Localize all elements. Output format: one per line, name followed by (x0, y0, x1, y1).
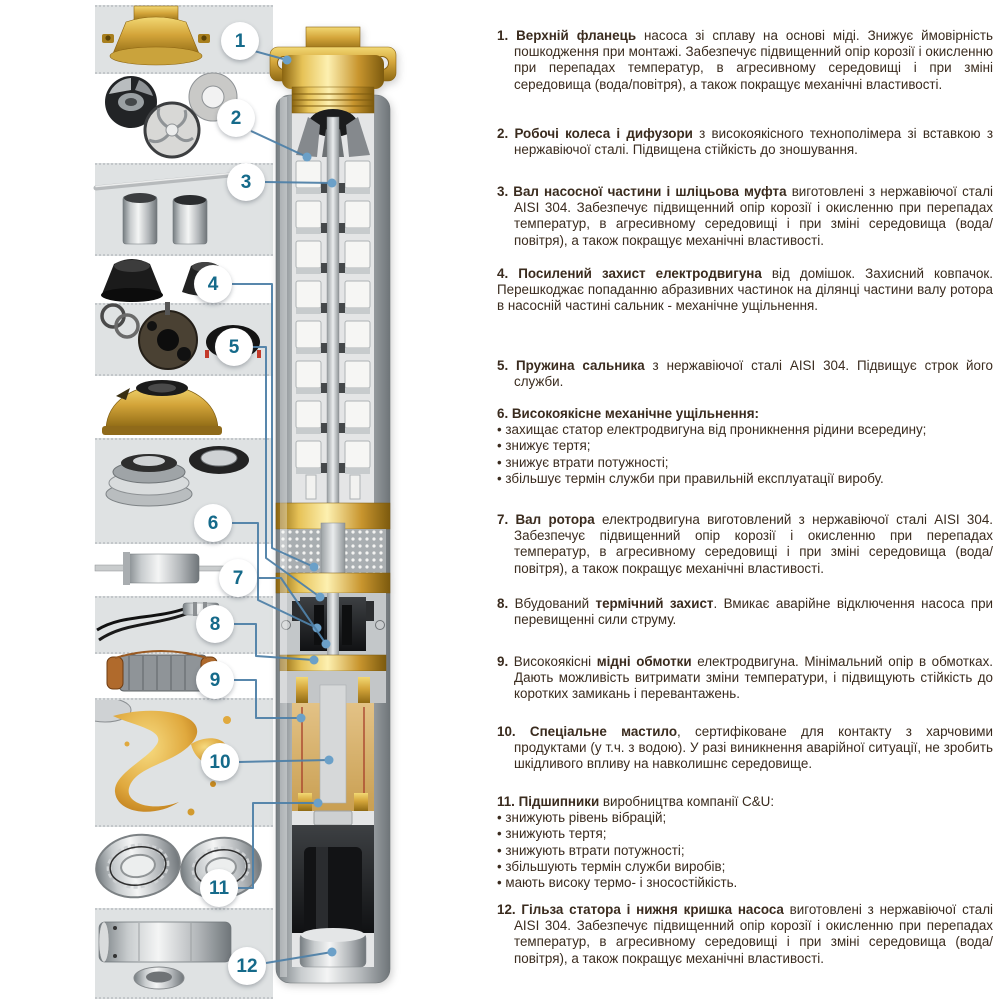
description-item-8: 8. Вбудований термічний захист. Вмикає аварійне відключення насоса при перевищенні сили струму. (497, 596, 994, 628)
bullet-line: • захищає статор електродвигуна від проникнення рідини всередину; (497, 422, 927, 438)
bullet-line: • знижує тертя; (497, 438, 591, 454)
description-item-3: 3. Вал насосної частини і шліцьова муфта виготовлені з нержавіючої сталі AISI 304. Забезпечує підвищенний опір корозії і окисленню при перепадах температур, в агресивному середовищі і при зміні середовища (вода/повітря), а також покращує механічні властивості. (497, 184, 993, 248)
callout-number: 3 (240, 171, 252, 193)
item-number: 11. (497, 794, 519, 809)
bullet-line: • знижує втрати потужності; (497, 454, 669, 470)
bullet-line: • знижують рівень вібрацій; (497, 810, 667, 826)
part-photo-top-flange (100, 4, 212, 68)
callout-8 (196, 605, 234, 643)
item-number: 7. (497, 512, 516, 527)
callout-4 (194, 265, 232, 303)
callout-11 (200, 869, 238, 907)
callout-number: 11 (208, 877, 230, 899)
bullet-line: • збільшують термін служби виробів; (497, 858, 726, 874)
descriptions (497, 0, 994, 1000)
item-number: 2. (497, 126, 515, 141)
part-photo-rotor-shaft (93, 546, 233, 592)
description-item-12: 12. Гільза статора і нижня кришка насоса виготовлені з нержавіючої сталі AISI 304. Забезпечує підвищенний опір корозії і окисленню при перепадах температур, в агресивному середовищі і при зміні середовища (вода/повітря), а також покращує механічні властивості. (497, 902, 993, 966)
item-number: 10. (497, 724, 530, 739)
item-number: 5. (497, 358, 517, 373)
bullet-line: • знижують тертя; (497, 826, 607, 842)
description-item-1: 1. Верхній фланець насоса зі сплаву на основі міді. Знижує ймовірність пошкодження при монтажі. Забезпечує підвищенний опір корозії і окисленню при перепадах температур, в агресивному середовищі і при зміні середовища (вода/повітря), а також покращує механічні властивості. (497, 28, 993, 92)
part-photo-stator-sleeve (95, 908, 258, 992)
description-item-5: 5. Пружина сальника з нержавіючої сталі AISI 304. Підвищує строк його служби. (497, 358, 993, 390)
callout-number: 1 (234, 30, 246, 52)
bullet-line: • мають високу термо- і зносостійкість. (497, 875, 738, 891)
callout-2 (217, 99, 255, 137)
callout-number: 2 (230, 107, 242, 129)
item-number: 9. (497, 654, 514, 669)
description-item-4: 4. Посилений захист електродвигуна від домішок. Захисний ковпачок. Перешкоджає попаданню абразивних частинок на ділянці частини валу ротора в насосній частині сальник - механічне ущільнення. (497, 266, 993, 314)
item-number: 3. (497, 184, 514, 199)
callout-10 (201, 743, 239, 781)
callout-6 (194, 504, 232, 542)
pump-cutaway (266, 25, 400, 993)
callout-1 (221, 22, 259, 60)
bullet-line: • збільшує термін служби при правильній експлуатації виробу. (497, 470, 884, 486)
callout-number: 9 (209, 669, 221, 691)
part-photo-brass-housing (96, 374, 228, 438)
callout-number: 4 (207, 273, 219, 295)
description-item-9: 9. Високоякісні мідні обмотки електродвигуна. Мінімальний опір в обмотках. Дають можливість витримати зміни температури, і підвищують стійкість до коротких замикань і перевантажень. (497, 654, 994, 702)
callout-number: 12 (236, 955, 258, 977)
callout-3 (227, 163, 265, 201)
callout-number: 7 (232, 567, 244, 589)
callout-number: 6 (207, 512, 219, 534)
part-photo-mechanical-seal (93, 436, 265, 510)
callout-number: 5 (228, 336, 240, 358)
bullet-line: • знижують втрати потужності; (497, 842, 685, 858)
description-item-11: 11. Підшипники виробництва компанії C&U: • знижують рівень вібрацій; • знижують тертя; • знижують втрати потужності; • збільшують термін служби виробів; • мають високу термо- і зносостійкість. (497, 794, 993, 891)
item-number: 8. (497, 596, 515, 611)
description-item-6: 6. Високоякісне механічне ущільнення: • захищає статор електродвигуна від проникнення рідини всередину; • знижує тертя; • знижує втрати потужності; • збільшує термін служби при правильній експлуатації виробу. (497, 406, 993, 487)
description-item-2: 2. Робочі колеса і дифузори з високоякісного технополімера зі вставкою з нержавіючої сталі. Підвищена стійкість до зношування. (497, 126, 993, 158)
description-item-7: 7. Вал ротора електродвигуна виготовлений з нержавіючої сталі AISI 304. Забезпечує підвищенний опір корозії і окисленню при перепадах температур, в агресивному середовищі і при зміні середовища (вода/повітря), а також покращує механічні властивості. (497, 512, 993, 576)
part-photo-bearings (93, 824, 268, 906)
item-number: 6. (497, 406, 512, 421)
callout-number: 8 (209, 613, 221, 635)
callout-9 (196, 661, 234, 699)
description-item-10: 10. Спеціальне мастило, сертифіковане для контакту з харчовими продуктами (у т.ч. з водою). У разі виникнення аварійної ситуації, не зробить шкідливого впливу на навколишнє середовище. (497, 724, 993, 772)
callout-number: 10 (209, 751, 231, 773)
callout-12 (228, 947, 266, 985)
callout-5 (215, 328, 253, 366)
item-number: 1. (497, 28, 517, 43)
callout-7 (219, 559, 257, 597)
item-number: 12. (497, 902, 522, 917)
item-number: 4. (497, 266, 519, 281)
